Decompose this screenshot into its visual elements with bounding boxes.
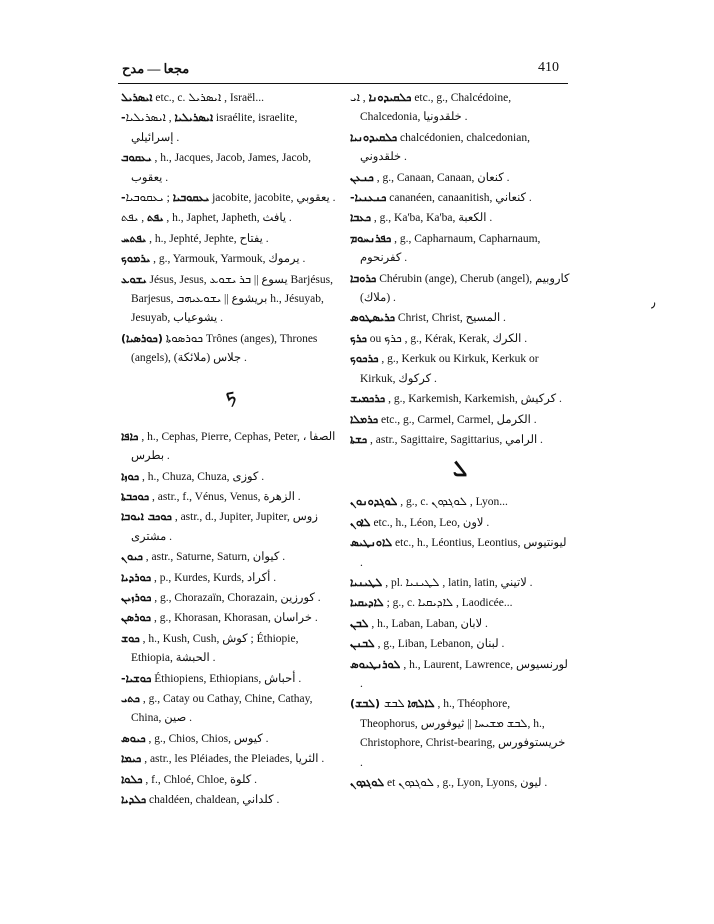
headword: ܟܪܡܠܐ bbox=[350, 412, 379, 426]
dictionary-entry bbox=[350, 229, 570, 269]
headword: ܟܘܪܣܢ bbox=[121, 611, 152, 625]
headword: -ܐܝܣܪܝܠܝܐ bbox=[121, 111, 214, 125]
headword: ܟܠܘܐ bbox=[121, 772, 143, 786]
dictionary-entry bbox=[121, 790, 341, 810]
headword: ܟܐܦܐ bbox=[121, 429, 139, 443]
definition: , h., Cephas, Pierre, Cephas, Peter, الصفا ، بطرس . bbox=[131, 430, 336, 463]
dictionary-entry bbox=[350, 430, 570, 450]
definition: , g., Khorasan, Khorasan, خراسان . bbox=[151, 612, 318, 625]
dictionary-entry bbox=[121, 88, 341, 108]
definition: , g., Yarmouk, Yarmouk, يرموك . bbox=[150, 253, 306, 266]
definition: etc., g., Carmel, Carmel, الكرمل . bbox=[378, 413, 537, 426]
dictionary-entry bbox=[121, 770, 341, 790]
headword: (ܠܒܫ) ܠܐܠܗܐ bbox=[350, 697, 435, 711]
definition: , astr., f., Vénus, Venus, الزهرة . bbox=[149, 490, 301, 503]
dictionary-entry bbox=[350, 410, 570, 430]
dictionary-entry bbox=[350, 188, 570, 208]
definition: , pl. ܠܛܝܢܝܐ , latin, latin, لاتيني . bbox=[382, 576, 533, 589]
definition: Chérubin (ange), Cherub (angel), كاروبيم (ملاك) . bbox=[360, 272, 570, 305]
definition: , ܝܦܬ , h., Japhet, Japheth, يافث . bbox=[121, 212, 292, 225]
dictionary-entry bbox=[121, 629, 341, 669]
headword: ܠܘܓܕܘܢܘܢ bbox=[350, 495, 398, 509]
headword: ܠܒܢ bbox=[350, 616, 369, 630]
dictionary-entry bbox=[350, 573, 570, 593]
dictionary-entry bbox=[121, 208, 341, 228]
headword: ܟܬܝ bbox=[121, 691, 140, 705]
definition: Christ, Christ, المسيح . bbox=[395, 312, 506, 325]
headword: ܟܪܟܘܟ bbox=[350, 352, 379, 366]
header-rule bbox=[118, 83, 568, 84]
dictionary-entry bbox=[350, 513, 570, 533]
headword: ܟܘܪܕܝܐ bbox=[121, 570, 152, 584]
headword: ܟܠܕܝܐ bbox=[121, 793, 147, 806]
definition: , astr., Saturne, Saturn, كيوان . bbox=[142, 551, 286, 564]
dictionary-entry bbox=[121, 608, 341, 628]
definition: , h., Jacques, Jacob, James, Jacob, يعقوب . bbox=[131, 152, 311, 184]
headword: ܟܝܡܐ bbox=[121, 752, 142, 766]
definition: , h., Laban, Laban, لابان . bbox=[368, 617, 488, 630]
headword: ܟܪܟ bbox=[350, 331, 367, 345]
dictionary-entry bbox=[350, 168, 570, 188]
dictionary-entry bbox=[350, 614, 570, 634]
margin-mark: ٫ bbox=[651, 296, 656, 311]
definition: ; g., c. ܠܐܕܝܩܝܐ , Laodicée... bbox=[383, 597, 513, 610]
definition: ܟܘܪܣܘܬܐ Trônes (anges), Thrones (angels), جلاس (ملائكة) . bbox=[131, 332, 318, 365]
headword: ܟܘܪܙܝܢ bbox=[121, 590, 152, 604]
headword: ܠܘܓܕܘܢ bbox=[350, 776, 385, 789]
dictionary-entry bbox=[121, 507, 341, 547]
headword: ܟܪܟܡܝܫ bbox=[350, 392, 386, 406]
definition: , astr., d., Jupiter, Jupiter, زوس مشترى . bbox=[131, 511, 318, 543]
dictionary-entry bbox=[121, 669, 341, 689]
headword: ܠܛܝܢܝܐ bbox=[350, 575, 383, 589]
definition: , astr., les Pléiades, the Pleiades, الثريا . bbox=[141, 753, 325, 766]
headword: ܐܝܣܪܝܠ bbox=[121, 91, 153, 104]
definition: , h., Jephté, Jephte, يفتاح . bbox=[146, 232, 269, 245]
dictionary-entry bbox=[350, 349, 570, 389]
definition: , g., Chios, Chios, كيوس . bbox=[145, 732, 269, 745]
dictionary-entry bbox=[350, 593, 570, 613]
definition: , g., c. ܠܘܓܕܘܢ , Lyon... bbox=[397, 496, 508, 509]
headword: ܠܘܪܢܛܝܘܣ bbox=[350, 657, 401, 671]
headword: ܟܪܘܒܐ bbox=[350, 271, 377, 285]
definition: , g., Capharnaum, Capharnaum, كفرنحوم . bbox=[360, 232, 541, 265]
definition: , h., Chuza, Chuza, كوزى . bbox=[139, 470, 265, 483]
headword: ܟܠܩܝܕܘܢܝܐ bbox=[350, 130, 398, 144]
headword: ܟܠܩܝܕܘܢܐ bbox=[368, 91, 412, 104]
dictionary-entry bbox=[350, 208, 570, 228]
definition: etc., c. ܐܝܣܪܝܠ , Israël... bbox=[152, 92, 265, 104]
dictionary-entry bbox=[121, 588, 341, 608]
headword: ܝܥܩܘܒ bbox=[121, 151, 152, 165]
dictionary-entry bbox=[121, 749, 341, 769]
definition: , g., Catay ou Cathay, Chine, Cathay, China, صين . bbox=[131, 692, 313, 725]
dictionary-entry bbox=[121, 467, 341, 487]
definition: ou ܟܪܟ , g., Kérak, Kerak, الكرك . bbox=[366, 332, 528, 345]
section-letter-kaph: ܟ bbox=[225, 381, 237, 407]
headword: ܟܘܟܒ ܐܝܘܒܐ bbox=[121, 510, 172, 524]
headword: ܟܫܬܐ bbox=[350, 432, 368, 446]
dictionary-entry bbox=[121, 148, 341, 188]
headword: ܟܘܫ bbox=[121, 631, 140, 645]
headword: ܟܢܥܢ bbox=[350, 170, 374, 184]
right-column bbox=[350, 88, 570, 793]
dictionary-entry bbox=[121, 427, 341, 467]
headword: ܝܦܬ bbox=[146, 211, 164, 225]
running-head: مجعا — مدح bbox=[122, 61, 190, 76]
definition: , g., Canaan, Canaan, كنعان . bbox=[373, 171, 510, 184]
definition: Éthiopiens, Ethiopians, أحباش . bbox=[151, 672, 302, 685]
definition: , p., Kurdes, Kurds, أكراد . bbox=[151, 571, 277, 584]
definition: , h., Laurent, Lawrence, لورنسيوس . bbox=[360, 658, 568, 690]
headword: ܠܐܘܢܛܝܣ bbox=[350, 536, 393, 550]
dictionary-entry bbox=[121, 108, 341, 148]
dictionary-entry bbox=[350, 492, 570, 512]
definition: chaldéen, chaldean, كلداني . bbox=[146, 794, 280, 806]
dictionary-entry bbox=[350, 533, 570, 573]
headword: ܝܫܘܥ bbox=[121, 272, 147, 286]
definition: et ܠܘܓܕܘܢ , g., Lyon, Lyons, ليون . bbox=[384, 777, 548, 789]
definition: etc., h., Léontius, Leontius, ليونتيوس . bbox=[360, 537, 567, 569]
headword: ܠܐܕܝܩܝܐ bbox=[350, 596, 384, 610]
headword: -ܟܢܥܢܝܐ bbox=[350, 191, 387, 205]
definition: ܠܒܫ , h., Théophore, Theophorus, ܠܒܫ ܡܫܝܚܐ || ثيوفورس, h., Christophore, Christ-bearing, خريستوفورس . bbox=[360, 698, 566, 769]
dictionary-entry bbox=[121, 689, 341, 729]
headword: -ܝܥܩܘܒܝܐ bbox=[121, 191, 210, 205]
dictionary-entry bbox=[350, 308, 570, 328]
headword: ܠܐܘܢ bbox=[350, 515, 371, 529]
headword: ܟܪܝܣܛܘܣ bbox=[350, 311, 396, 325]
definition: , f., Chloé, Chloe, كلوة . bbox=[142, 773, 258, 786]
left-column bbox=[121, 88, 341, 810]
definition: Jésus, Jesus, يسوع || ܒܪ ܝܫܘܥ Barjésus, Barjesus, بريشوع || ܝܫܘܥܝܗܒ h., Jésuyab, Jesuyab, يشوعياب . bbox=[131, 273, 333, 325]
dictionary-entry bbox=[350, 88, 570, 128]
dictionary-entry bbox=[350, 269, 570, 309]
definition: cananéen, canaanitish, كنعاني . bbox=[386, 192, 532, 205]
dictionary-entry bbox=[121, 329, 341, 369]
headword: ܝܪܡܘܟ bbox=[121, 252, 151, 266]
dictionary-entry bbox=[121, 270, 341, 329]
dictionary-entry bbox=[350, 329, 570, 349]
dictionary-entry bbox=[121, 249, 341, 269]
headword: ܟܘܟܒܬܐ bbox=[121, 489, 150, 503]
headword: ܟܝܘܢ bbox=[121, 550, 143, 564]
definition: , g., Chorazaïn, Chorazain, كورزين . bbox=[151, 591, 321, 604]
dictionary-entry bbox=[121, 229, 341, 249]
definition: etc., h., Léon, Leo, لاون . bbox=[370, 516, 490, 529]
dictionary-entry bbox=[350, 773, 570, 793]
definition: , h., Kush, Cush, كوش ; Éthiopie, Ethiopia, الحبشة . bbox=[131, 632, 299, 665]
definition: ; ܝܥܩܘܒܝܐ jacobite, jacobite, يعقوبي . bbox=[125, 192, 336, 205]
headword: ܟܥܒܐ bbox=[350, 211, 372, 225]
definition: , g., Liban, Lebanon, لبنان . bbox=[374, 638, 505, 651]
definition: , ܐܝ etc., g., Chalcédoine, Chalcedonia, خلقدونيا . bbox=[350, 92, 512, 124]
section-letter-lamadh: ܠ bbox=[452, 457, 468, 483]
dictionary-entry bbox=[121, 188, 341, 208]
headword: (ܟܘܪܣܝܐ) bbox=[121, 331, 163, 345]
headword: ܟܦܪܢܚܘܡ bbox=[350, 231, 392, 245]
dictionary-entry bbox=[121, 568, 341, 588]
definition: , ܐܝܣܪܝܠܝܐ israélite, israelite, إسرائيلي . bbox=[125, 112, 298, 144]
definition: , astr., Sagittaire, Sagittarius, الرامي . bbox=[367, 433, 543, 446]
dictionary-entry bbox=[121, 487, 341, 507]
headword: ܠܒܢܢ bbox=[350, 637, 375, 651]
headword: -ܟܘܫܝܐ bbox=[121, 671, 152, 685]
headword: ܟܘܙܐ bbox=[121, 469, 140, 483]
definition: , g., Karkemish, Karkemish, كركيش . bbox=[385, 393, 562, 406]
dictionary-entry bbox=[121, 729, 341, 749]
dictionary-entry bbox=[350, 655, 570, 695]
dictionary-entry bbox=[121, 547, 341, 567]
page-number: 410 bbox=[538, 60, 559, 75]
definition: chalcédonien, chalcedonian, خلقدوني . bbox=[360, 131, 530, 164]
dictionary-entry bbox=[350, 694, 570, 773]
definition: , g., Kerkuk ou Kirkuk, Kerkuk or Kirkuk, كركوك . bbox=[360, 353, 539, 385]
headword: ܝܦܬܚ bbox=[121, 231, 147, 245]
headword: ܟܝܘܣ bbox=[121, 731, 146, 745]
dictionary-entry bbox=[350, 634, 570, 654]
dictionary-entry bbox=[350, 389, 570, 409]
dictionary-entry bbox=[350, 128, 570, 168]
definition: , g., Ka'ba, Ka'ba, الكعبة . bbox=[371, 212, 493, 225]
